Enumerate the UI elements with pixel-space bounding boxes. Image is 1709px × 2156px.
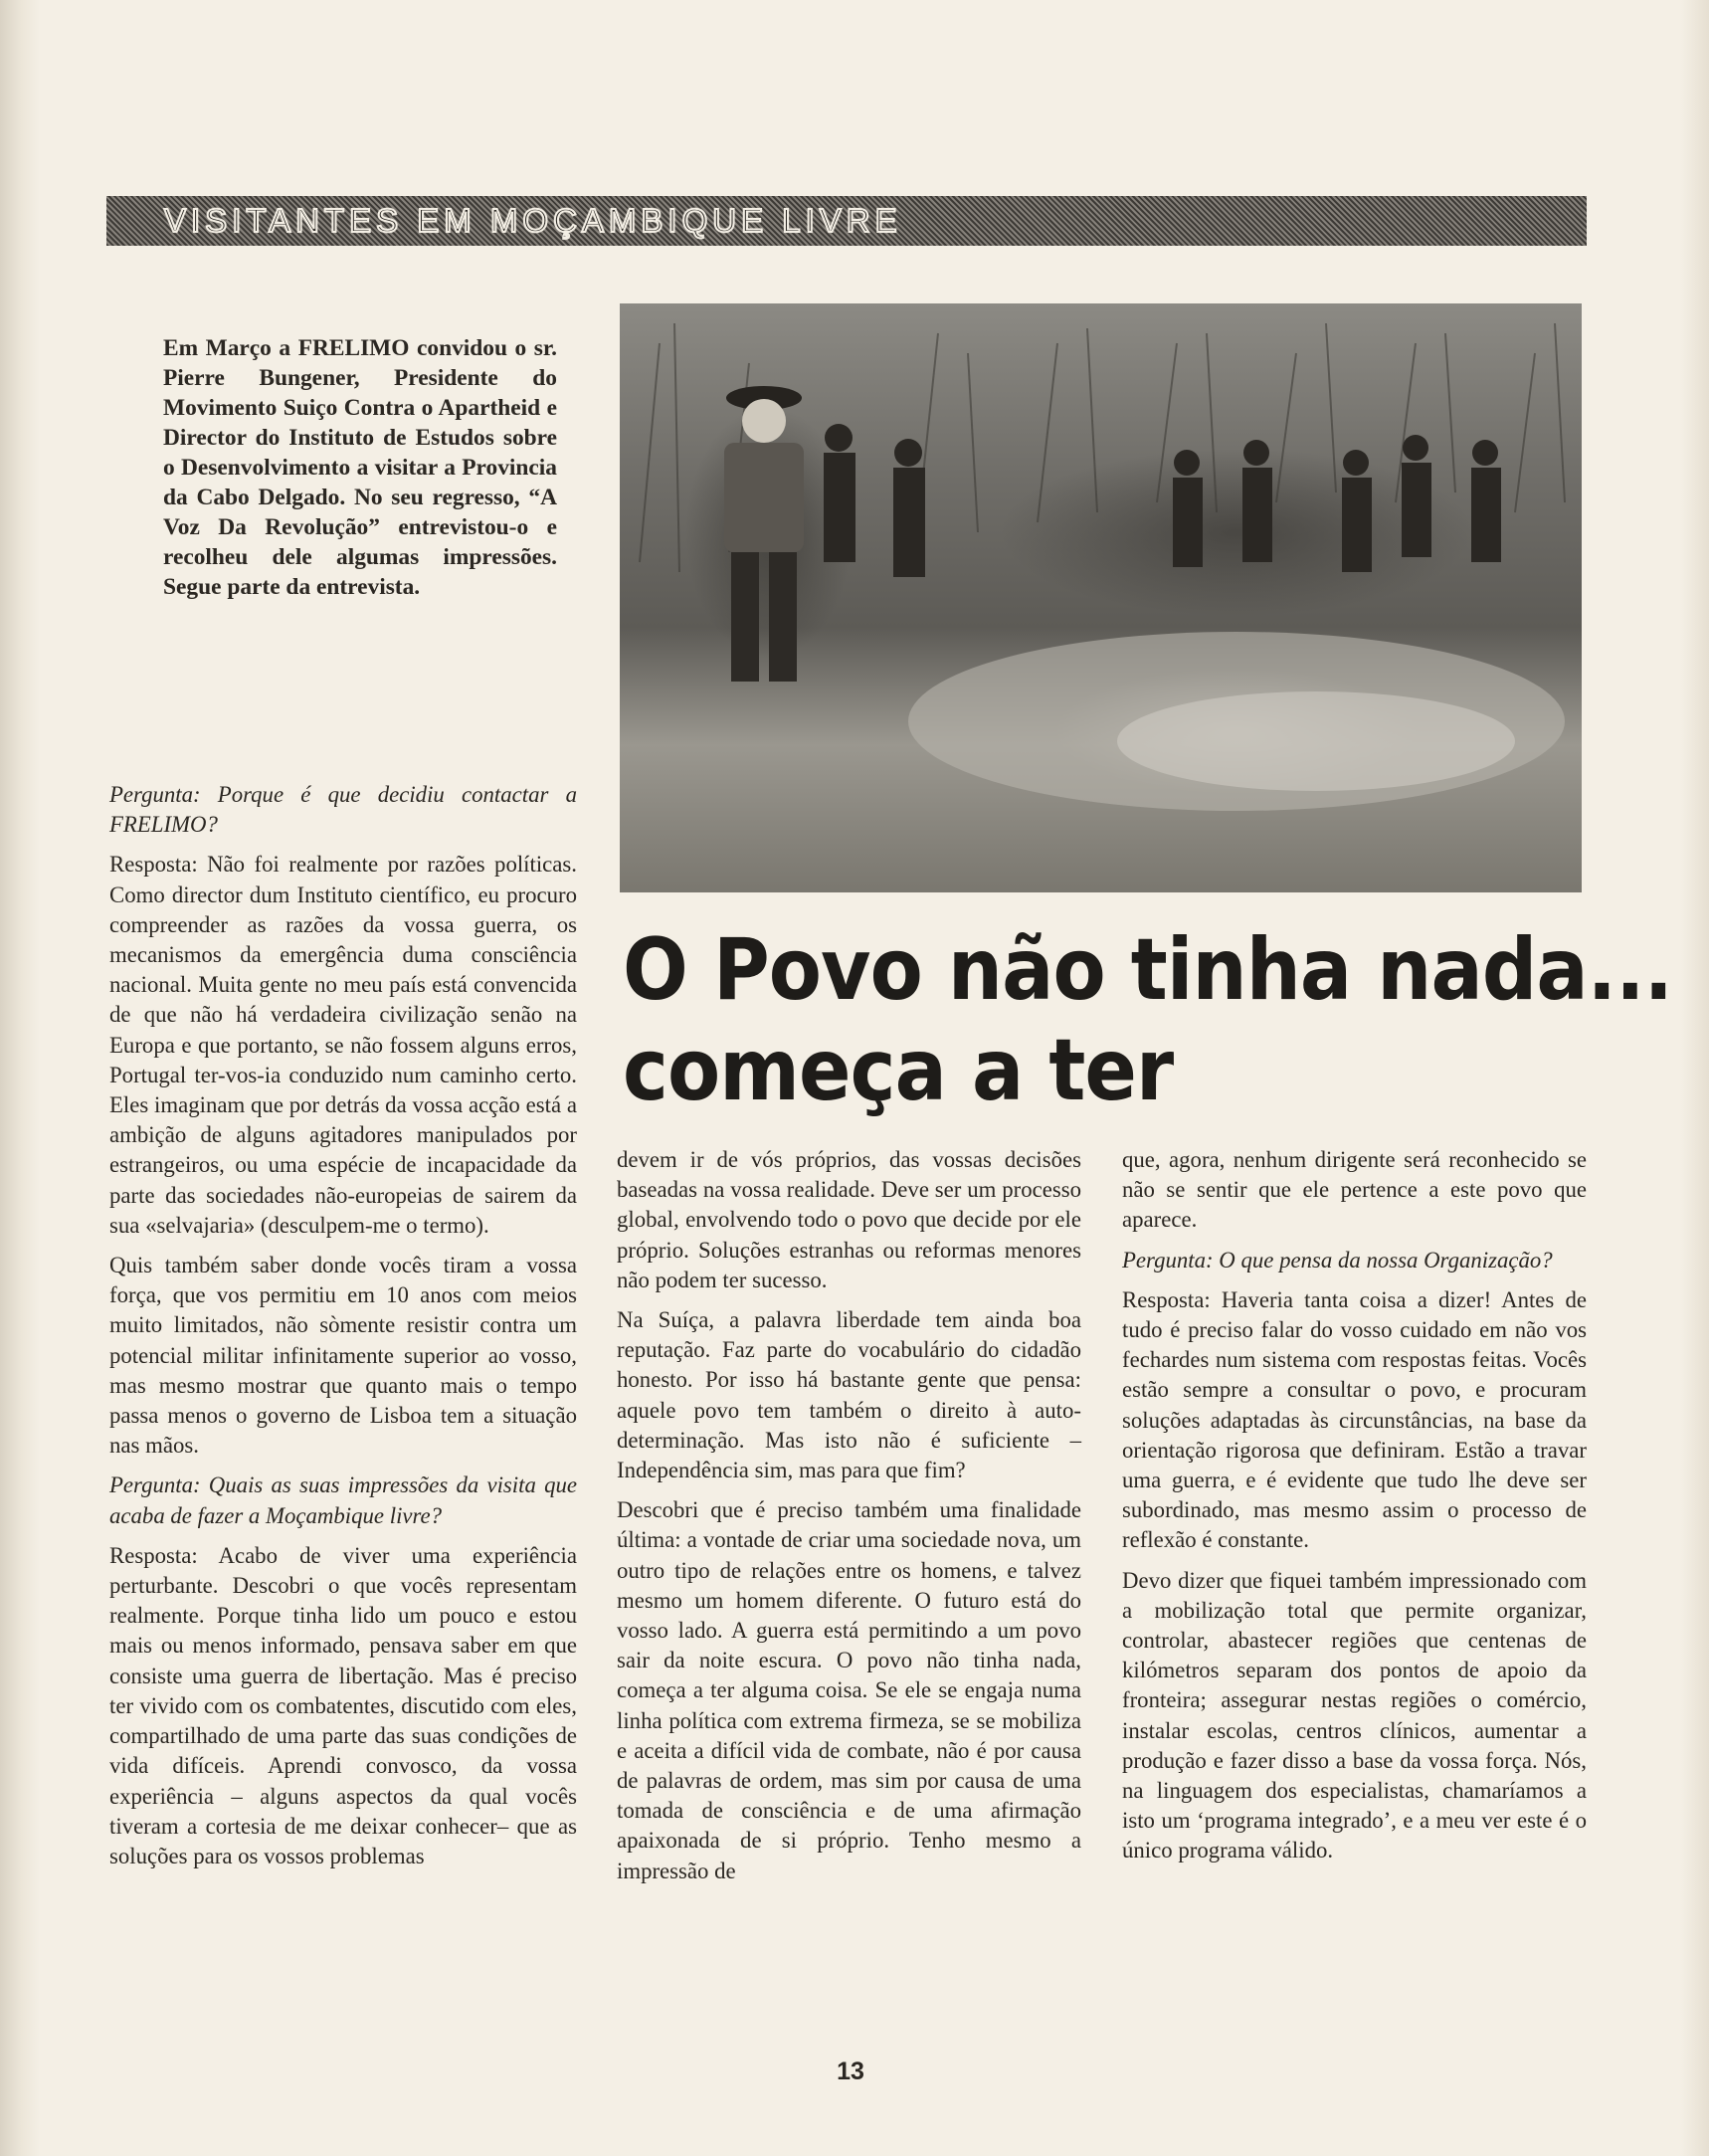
body-paragraph: Quis também saber donde vocês tiram a vossa força, que vos permitiu em 10 anos com meios muito limitados, não sòmente resistir contra um potencial militar infinitamente superior ao vosso, mas mesmo mostrar que quanto mais o tempo passa menos o governo de Lisboa tem a situação nas mãos.: [109, 1253, 577, 1459]
question-paragraph: Pergunta: Quais as suas impressões da visita que acaba de fazer a Moçambique livre?: [109, 1472, 577, 1528]
body-paragraph: Na Suíça, a palavra liberdade tem ainda boa reputação. Faz parte do vocabulário do cidadão honesto. Por isso há bastante gente que pensa: aquele povo tem também o direito à auto-determinação. Mas isto não é suficiente – Independência sim, mas para que fim?: [617, 1307, 1081, 1483]
answer-paragraph: Resposta: Acabo de viver uma experiência perturbante. Descobri o que vocês representam realmente. Porque tinha lido um pouco e estou mais ou menos informado, pensava saber em que consiste uma guerra de libertação. Mas é preciso ter vivido com os combatentes, discutido com eles, compartilhado de uma parte das suas condições de vida difíceis. Aprendi convosco, da vossa experiência – alguns aspectos da qual vocês tiveram a cortesia de me deixar conhecer– que as soluções para os vossos problemas: [109, 1542, 577, 1868]
photo-illustration: [620, 303, 1582, 892]
question-paragraph: Pergunta: Porque é que decidiu contactar a FRELIMO?: [109, 782, 577, 838]
article-headline: [623, 920, 1673, 1121]
page-number: 13: [837, 2058, 864, 2085]
text-column-1: [109, 780, 577, 1881]
headline-line-1: O Povo não tinha nada...: [623, 920, 1673, 1020]
banner-title: VISITANTES EM MOÇAMBIQUE LIVRE: [164, 202, 902, 239]
answer-paragraph: Resposta: Não foi realmente por razões políticas. Como director dum Instituto científico, eu procuro compreender as razões da vossa guerra, os mecanismos da emergência duma consciência nacional. Muita gente no meu país está convencida de que não há verdadeira civilização senão na Europa e que portanto, se não fossem alguns erros, Portugal ter-vos-ia conduzido num caminho certo. Eles imaginam que por detrás da vossa acção está a ambição de alguns agitadores manipulados por estrangeiros, ou uma espécie de incapacidade da parte das sociedades não-europeias de sairem da sua «selvajaria» (desculpem-me o termo).: [109, 852, 577, 1238]
text-column-3: [1122, 1145, 1587, 1876]
question-paragraph: Pergunta: O que pensa da nossa Organização?: [1122, 1247, 1553, 1273]
body-paragraph: que, agora, nenhum dirigente será reconhecido se não se sentir que ele pertence a este povo que aparece.: [1122, 1147, 1587, 1233]
answer-paragraph: Resposta: Haveria tanta coisa a dizer! Antes de tudo é preciso falar do vosso cuidado em não vos fechardes num sistema com respostas feitas. Vocês estão sempre a consultar o povo, e procuram soluções adaptadas às circunstâncias, na base da orientação rigorosa que definiram. Estão a travar uma guerra, e é evidente que tudo lhe deve ser subordinado, mas mesmo assim o processo de reflexão é constante.: [1122, 1286, 1587, 1553]
section-banner: [106, 196, 1587, 246]
article-photo: [620, 303, 1582, 892]
body-paragraph: devem ir de vós próprios, das vossas decisões baseadas na vossa realidade. Deve ser um processo global, envolvendo todo o povo que decide por ele próprio. Soluções estranhas ou reformas menores não podem ter sucesso.: [617, 1147, 1081, 1292]
intro-paragraph: Em Março a FRELIMO convidou o sr. Pierre Bungener, Presidente do Movimento Suiço Contra o Apartheid e Director do Instituto de Estudos sobre o Desenvolvimento a visitar a Provincia da Cabo Delgado. No seu regresso, “A Voz Da Revolução” entrevistou-o e recolheu dele algumas impressões. Segue parte da entrevista.: [163, 335, 557, 600]
headline-line-2: começa a ter: [623, 1021, 1174, 1120]
text-column-2: [617, 1145, 1081, 1896]
body-paragraph: Descobri que é preciso também uma finalidade última: a vontade de criar uma sociedade nova, um outro tipo de relações entre os homens, e talvez mesmo um homem diferente. O futuro está do vosso lado. A guerra está permitindo a um povo sair da noite escura. O povo não tinha nada, começa a ter alguma coisa. Se ele se engaja numa linha política com extrema firmeza, se se mobiliza e aceita a difícil vida de combate, não é por causa de palavras de ordem, mas sim por causa de uma tomada de consciência e de uma afirmação apaixonada de si próprio. Tenho mesmo a impressão de: [617, 1497, 1081, 1883]
body-paragraph: Devo dizer que fiquei também impressionado com a mobilização total que permite organizar, controlar, abastecer regiões que centenas de kilómetros separam dos pontos de apoio da fronteira; assegurar nestas regiões o comércio, instalar escolas, centros clínicos, aumentar a produção e fazer disso a base da vossa força. Nós, na linguagem dos especialistas, chamaríamos a isto um ‘programa integrado’, e a meu ver este é o único programa válido.: [1122, 1567, 1587, 1863]
